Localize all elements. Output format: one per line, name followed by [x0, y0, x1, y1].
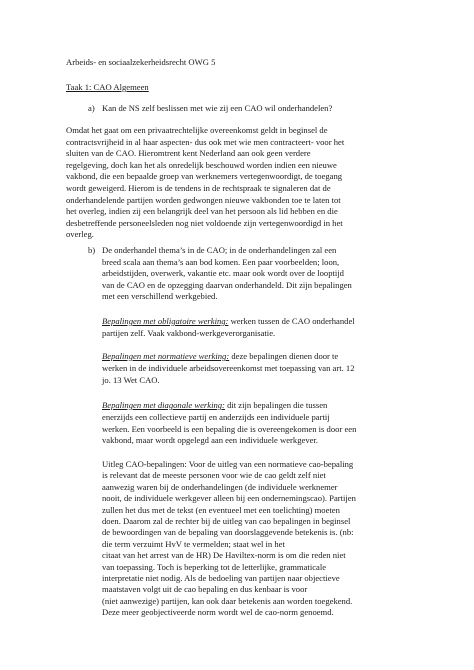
obligatoire-label: Bepalingen met obligatoire werking:	[102, 316, 229, 326]
uitleg-line: is relevant dat de meeste personen voor wie de cao geldt zelf niet	[102, 470, 326, 481]
question-b-line: De onderhandel thema’s in de CAO; in de onderhandelingen zal een	[102, 245, 337, 255]
answer-a-line: contractsvrijheid in al haar aspecten- dus ook met wie men contracteert- voor het	[66, 136, 345, 147]
answer-a-line: sluiten van de CAO. Hieromtrent kent Nederland aan ook geen verdere	[66, 148, 311, 159]
answer-a-line: vakbond, die een bepaalde groep van werknemers vertegenwoordigt, de toegang	[66, 171, 343, 182]
answer-a-line: regelgeving, doch kan het als onredelijk beschouwd worden indien een nieuwe	[66, 159, 337, 170]
obligatoire-text: werken tussen de CAO onderhandel	[228, 316, 355, 326]
diagonale-text: dit zijn bepalingen die tussen	[224, 400, 328, 410]
diagonale-label: Bepalingen met diagonale werking:	[102, 400, 225, 410]
question-b-line: met een verschillend werkgebied.	[102, 291, 218, 302]
uitleg-line: citaat van het arrest van de HR) De Haviltex-norm is om die reden niet	[102, 550, 346, 561]
document-title: Arbeids- en sociaalzekerheidsrecht OWG 5	[66, 57, 216, 67]
obligatoire-line: partijen zelf. Vaak vakbond-werkgeverorganisatie.	[102, 328, 276, 338]
answer-a-line: Omdat het gaat om een privaatrechtelijke overeenkomst geldt in beginsel de	[66, 125, 328, 135]
question-b-marker: b)	[88, 245, 96, 255]
uitleg-line: de bewoordingen van de bepaling van doorslaggevende betekenis is. (nb:	[102, 527, 354, 538]
uitleg-line: van toepassing. Toch is beperking tot de letterlijke, grammaticale	[102, 561, 327, 572]
task-heading: Taak 1: CAO Algemeen	[66, 82, 149, 92]
uitleg-line: aanwezig waren bij de onderhandelingen (de individuele werknemer	[102, 481, 338, 492]
uitleg-line: doen. Daarom zal de rechter bij de uitleg van cao bepalingen in beginsel	[102, 516, 351, 526]
uitleg-line: die term verzuimt HvV te vermelden; staat wel in het	[102, 538, 285, 549]
obligatoire-heading	[102, 316, 355, 327]
uitleg-line: (niet aanwezige) partijen, kan ook daar betekenis aan worden toegekend.	[102, 595, 353, 606]
normatieve-line: jo. 13 Wet CAO.	[102, 374, 160, 385]
diagonale-heading	[102, 400, 327, 411]
answer-a-line: desbetreffende personeelsleden nog niet voldoende zijn vertegenwoordigd in het	[66, 217, 343, 228]
answer-a-line: overleg.	[66, 229, 94, 240]
uitleg-line: Deze meer geobjectiveerde norm wordt wel de cao-norm genoemd.	[102, 607, 334, 618]
question-a-text: Kan de NS zelf beslissen met wie zij een CAO wil onderhandelen?	[102, 103, 333, 113]
normatieve-text: deze bepalingen dienen door te	[229, 351, 339, 361]
uitleg-line: Uitleg CAO-bepalingen: Voor de uitleg van een normatieve cao-bepaling	[102, 459, 354, 469]
uitleg-line: zullen het dus met de tekst (en eventueel met een toelichting) moeten	[102, 504, 340, 515]
diagonale-line: enerzijds een collectieve partij en anderzijds een individuele partij	[102, 412, 330, 422]
uitleg-line: maatstaven volgt uit de cao bepaling en dus kenbaar is voor	[102, 584, 308, 595]
diagonale-line: vakbond, maar wordt opgelegd aan een individuele werkgever.	[102, 435, 318, 446]
uitleg-line: nooit, de individuele werkgever alleen bij een ondernemingscao). Partijen	[102, 493, 356, 504]
normatieve-line: werken in de individuele arbeidsovereenkomst met toepassing van art. 12	[102, 363, 355, 373]
question-b-line: arbeidstijden, overwerk, vakantie etc. maar ook wordt over de looptijd	[102, 268, 344, 279]
answer-a-line: het overleg, indien zij een belangrijk deel van het persoon als lid hebben en die	[66, 206, 338, 217]
question-a-marker: a)	[88, 103, 95, 113]
uitleg-line: interpretatie niet nodig. Als de bedoeling van partijen naar objectieve	[102, 573, 340, 583]
diagonale-line: werken. Een voorbeeld is een bepaling die is overeengekomen is door een	[102, 423, 357, 434]
answer-a-line: wordt geweigerd. Hierom is de tendens in de rechtspraak te signaleren dat de	[66, 183, 331, 193]
normatieve-heading	[102, 351, 338, 362]
question-b-line: breed scala aan thema’s aan bod komen. Een paar voorbeelden; loon,	[102, 256, 340, 267]
question-b-line: van de CAO en de opzegging daarvan onderhandeld. Dit zijn bepalingen	[102, 279, 352, 290]
answer-a-line: onderhandelende partijen worden gedwongen nieuwe vakbonden toe te laten tot	[66, 194, 341, 205]
normatieve-label: Bepalingen met normatieve werking:	[102, 351, 230, 361]
